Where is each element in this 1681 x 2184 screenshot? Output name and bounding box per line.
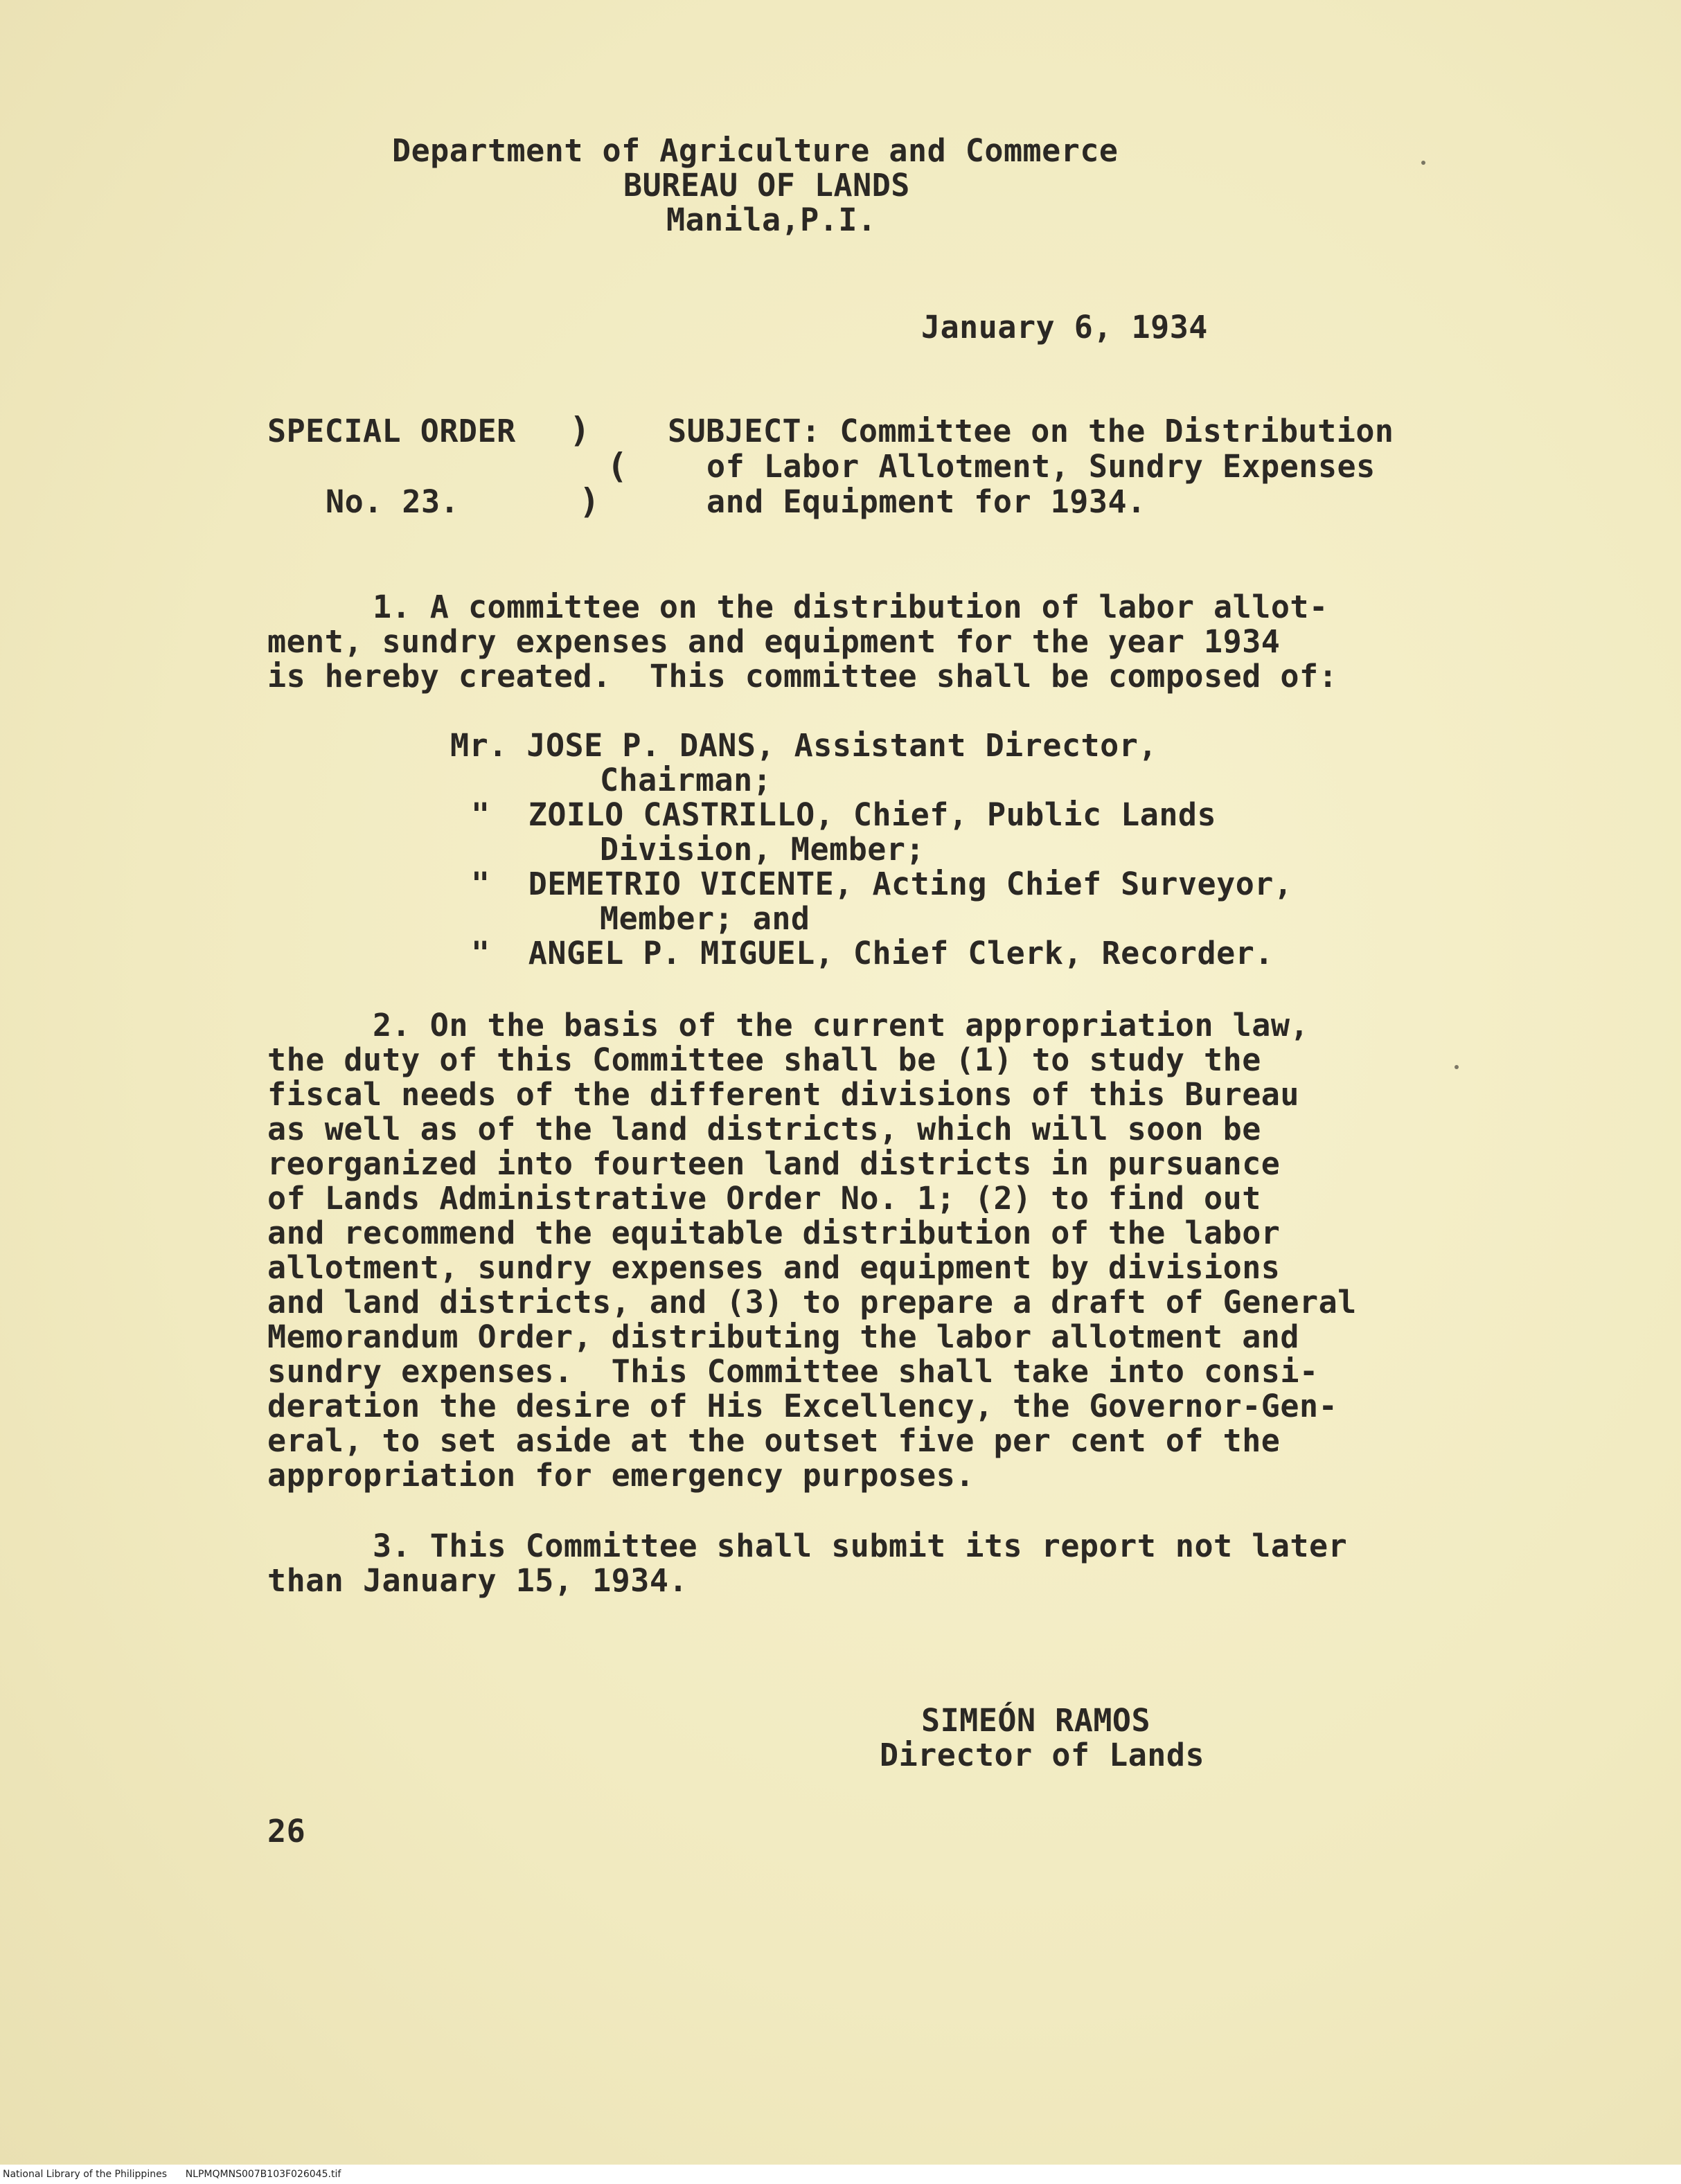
member-dans-line-2: Chairman; [600, 762, 772, 798]
para3-line-1: 3. This Committee shall submit its report not later [373, 1528, 1348, 1564]
para1-line-1: 1. A committee on the distribution of labor allot- [373, 589, 1328, 625]
special-order-number: No. 23. [326, 483, 460, 520]
ink-speck [1455, 1065, 1459, 1069]
bureau-heading: BUREAU OF LANDS [623, 167, 910, 204]
subject-line-2: of Labor Allotment, Sundry Expenses [706, 448, 1376, 485]
member-castrillo-line-1: " ZOILO CASTRILLO, Chief, Public Lands [471, 796, 1217, 833]
para2-line-14: appropriation for emergency purposes. [267, 1457, 975, 1494]
bracket-bottom: ) [579, 481, 601, 521]
para1-line-3: is hereby created. This committee shall be composed of: [267, 658, 1338, 695]
department-heading: Department of Agriculture and Commerce [392, 132, 1119, 169]
subject-line-3: and Equipment for 1934. [706, 483, 1146, 520]
para2-line-7: and recommend the equitable distribution of the labor [267, 1215, 1281, 1251]
member-vicente-line-1: " DEMETRIO VICENTE, Acting Chief Surveyor, [471, 866, 1293, 902]
para1-line-2: ment, sundry expenses and equipment for the year 1934 [267, 623, 1281, 660]
para2-line-11: sundry expenses. This Committee shall take into consi- [267, 1353, 1319, 1390]
subject-line-1: SUBJECT: Committee on the Distribution [668, 413, 1394, 449]
page-number: 26 [267, 1813, 306, 1850]
member-castrillo-line-2: Division, Member; [600, 831, 925, 868]
para2-line-6: of Lands Administrative Order No. 1; (2) to find out [267, 1180, 1261, 1217]
member-dans-line-1: Mr. JOSE P. DANS, Assistant Director, [450, 727, 1157, 764]
para3-line-2: than January 15, 1934. [267, 1562, 688, 1599]
location-heading: Manila,P.I. [666, 202, 877, 238]
para2-line-9: and land districts, and (3) to prepare a draft of General [267, 1284, 1357, 1321]
signatory-name: SIMEÓN RAMOS [921, 1702, 1151, 1739]
bracket-top: ) [569, 410, 591, 450]
para2-line-4: as well as of the land districts, which will soon be [267, 1111, 1261, 1147]
para2-line-1: 2. On the basis of the current appropriation law, [373, 1007, 1310, 1044]
special-order-label: SPECIAL ORDER [267, 413, 516, 449]
para2-line-8: allotment, sundry expenses and equipment by divisions [267, 1249, 1281, 1286]
para2-line-13: eral, to set aside at the outset five per cent of the [267, 1422, 1281, 1459]
para2-line-10: Memorandum Order, distributing the labor allotment and [267, 1318, 1299, 1355]
para2-line-5: reorganized into fourteen land districts in pursuance [267, 1145, 1281, 1182]
para2-line-3: fiscal needs of the different divisions of this Bureau [267, 1076, 1299, 1113]
footer-library: National Library of the Philippines [3, 2169, 167, 2180]
signatory-title: Director of Lands [880, 1737, 1205, 1773]
bracket-middle: ( [607, 446, 628, 486]
archive-footer [0, 2165, 1681, 2184]
para2-line-12: deration the desire of His Excellency, the Governor-Gen- [267, 1388, 1338, 1424]
footer-file-id: NLPMQMNS007B103F026045.tif [185, 2169, 341, 2180]
ink-speck [1421, 161, 1425, 165]
document-date: January 6, 1934 [921, 309, 1208, 346]
para2-line-2: the duty of this Committee shall be (1) to study the [267, 1041, 1261, 1078]
member-miguel-line-1: " ANGEL P. MIGUEL, Chief Clerk, Recorder. [471, 935, 1274, 972]
member-vicente-line-2: Member; and [600, 900, 810, 937]
